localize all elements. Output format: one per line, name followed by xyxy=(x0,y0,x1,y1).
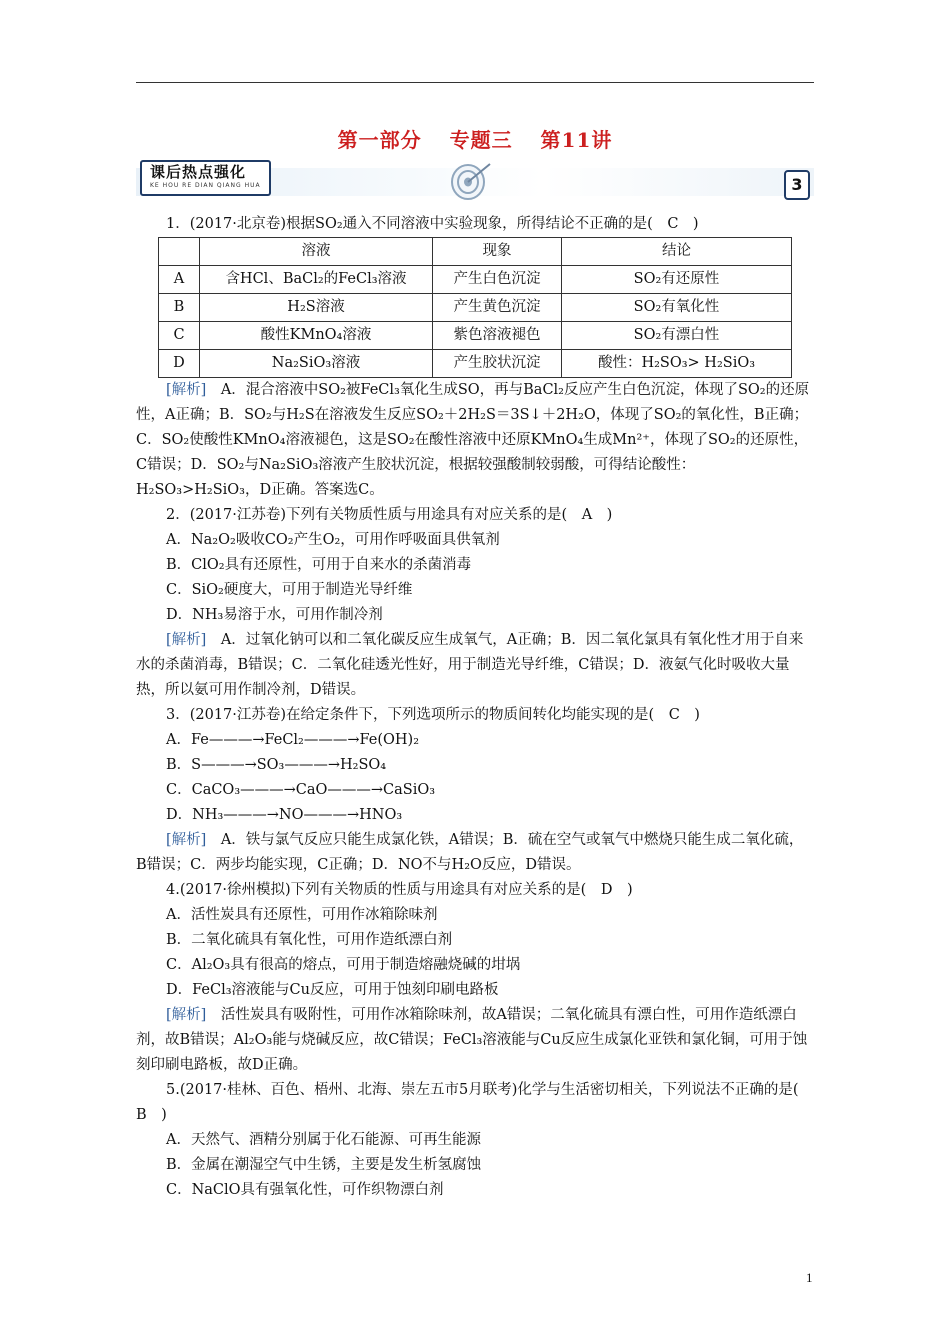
option: B．S———→SO₃———→H₂SO₄ xyxy=(166,757,387,773)
table-header-cell: 结论 xyxy=(562,238,792,266)
option: B．二氧化硫具有氧化性，可用作造纸漂白剂 xyxy=(166,932,453,948)
banner-label: 课后热点强化 xyxy=(150,163,247,181)
table-cell: 酸性：H₂SO₃> H₂SiO₃ xyxy=(562,350,792,378)
table-header-row xyxy=(159,238,792,266)
q1-table xyxy=(158,237,792,378)
table-row xyxy=(159,294,792,322)
banner-badge xyxy=(140,160,271,196)
table-cell: 产生黄色沉淀 xyxy=(433,294,562,322)
section-banner xyxy=(136,158,814,202)
table-cell: SO₂有氧化性 xyxy=(562,294,792,322)
title-part: 专题三 xyxy=(449,128,513,152)
content xyxy=(136,212,814,1203)
option: B．ClO₂具有还原性，可用于自来水的杀菌消毒 xyxy=(166,557,472,573)
table-header-cell xyxy=(159,238,200,266)
option: A．Fe———→FeCl₂———→Fe(OH)₂ xyxy=(166,732,420,748)
option: A．活性炭具有还原性，可用作冰箱除味剂 xyxy=(166,907,438,923)
table-cell: 产生白色沉淀 xyxy=(433,266,562,294)
table-cell: 酸性KMnO₄溶液 xyxy=(200,322,433,350)
option: C．Al₂O₃具有很高的熔点，可用于制造熔融烧碱的坩埚 xyxy=(166,957,521,973)
section-number-badge: 3 xyxy=(784,170,810,200)
analysis-tag: [解析] xyxy=(166,1007,207,1023)
option: D．NH₃易溶于水，可用作制冷剂 xyxy=(166,607,383,623)
table-cell: H₂S溶液 xyxy=(200,294,433,322)
page-title xyxy=(0,124,950,153)
table-row xyxy=(159,350,792,378)
table-row xyxy=(159,266,792,294)
analysis-text: A．铁与氯气反应只能生成氯化铁，A错误；B．硫在空气或氧气中燃烧只能生成二氧化硫，B错误；C．两步均能实现，C正确；D．NO不与H₂O反应，D错误。 xyxy=(136,832,804,873)
analysis-tag: [解析] xyxy=(166,832,207,848)
option: D．NH₃———→NO———→HNO₃ xyxy=(166,807,403,823)
question-4-stem: 4.(2017·徐州模拟)下列有关物质的性质与用途具有对应关系的是( D ) xyxy=(166,882,633,898)
table-row xyxy=(159,322,792,350)
q4-analysis xyxy=(136,1003,814,1078)
table-cell: C xyxy=(159,322,200,350)
option: B．金属在潮湿空气中生锈，主要是发生析氢腐蚀 xyxy=(166,1157,482,1173)
top-rule xyxy=(136,82,814,83)
table-cell: SO₂有漂白性 xyxy=(562,322,792,350)
analysis-text: 活性炭具有吸附性，可用作冰箱除味剂，故A错误；二氧化硫具有漂白性，可用作造纸漂白剂，故B错误；Al₂O₃能与烧碱反应，故C错误；FeCl₃溶液能与Cu反应生成氯化亚铁和氯化铜，可用于蚀刻印刷电路板，故D正确。 xyxy=(136,1007,808,1073)
table-cell: B xyxy=(159,294,200,322)
q1-analysis xyxy=(136,378,814,503)
option: D．FeCl₃溶液能与Cu反应，可用于蚀刻印刷电路板 xyxy=(166,982,499,998)
target-icon xyxy=(446,158,496,202)
table-cell: D xyxy=(159,350,200,378)
option: A．天然气、酒精分别属于化石能源、可再生能源 xyxy=(166,1132,481,1148)
page-number: 1 xyxy=(806,1270,813,1285)
analysis-text: A．混合溶液中SO₂被FeCl₃氧化生成SO，再与BaCl₂反应产生白色沉淀，体现了SO₂的还原性，A正确；B．SO₂与H₂S在溶液发生反应SO₂＋2H₂S＝3S↓＋2H₂O，体现了SO₂的氧化性，B正确；C．SO₂使酸性KMnO₄溶液褪色，这是SO₂在酸性溶液中还原KMnO₄生成Mn²⁺，体现了SO₂的还原性，C错误；D．SO₂与Na₂SiO₃溶液产生胶状沉淀，根据较强酸制较弱酸，可得结论酸性：H₂SO₃>H₂SiO₃，D正确。答案选C。 xyxy=(136,382,810,498)
analysis-tag: [解析] xyxy=(166,382,207,398)
option: C．CaCO₃———→CaO———→CaSiO₃ xyxy=(166,782,436,798)
option: A．Na₂O₂吸收CO₂产生O₂，可用作呼吸面具供氧剂 xyxy=(166,532,500,548)
question-5-stem: 5.(2017·桂林、百色、梧州、北海、崇左五市5月联考)化学与生活密切相关，下列说法不正确的是( B ) xyxy=(136,1082,814,1123)
table-cell: 紫色溶液褪色 xyxy=(433,322,562,350)
q3-analysis xyxy=(136,828,814,878)
option: C．SiO₂硬度大，可用于制造光导纤维 xyxy=(166,582,413,598)
table-cell: 产生胶状沉淀 xyxy=(433,350,562,378)
table-header-cell: 现象 xyxy=(433,238,562,266)
title-part: 第一部分 xyxy=(337,128,422,152)
table-cell: 含HCl、BaCl₂的FeCl₃溶液 xyxy=(200,266,433,294)
option: C．NaClO具有强氧化性，可作织物漂白剂 xyxy=(166,1182,444,1198)
table-cell: A xyxy=(159,266,200,294)
table-header-cell: 溶液 xyxy=(200,238,433,266)
title-part: 第11讲 xyxy=(540,128,613,152)
question-3-stem: 3．(2017·江苏卷)在给定条件下，下列选项所示的物质间转化均能实现的是( C ) xyxy=(166,707,700,723)
question-1-stem: 1．(2017·北京卷)根据SO₂通入不同溶液中实验现象，所得结论不正确的是( C ) xyxy=(166,216,699,232)
q2-analysis xyxy=(136,628,814,703)
analysis-text: A．过氧化钠可以和二氧化碳反应生成氧气，A正确；B．因二氧化氯具有氧化性才用于自来水的杀菌消毒，B错误；C．二氧化硅透光性好，用于制造光导纤维，C错误；D．液氨气化时吸收大量热，所以氨可用作制冷剂，D错误。 xyxy=(136,632,804,698)
question-2-stem: 2．(2017·江苏卷)下列有关物质性质与用途具有对应关系的是( A ) xyxy=(166,507,613,523)
table-cell: SO₂有还原性 xyxy=(562,266,792,294)
table-cell: Na₂SiO₃溶液 xyxy=(200,350,433,378)
analysis-tag: [解析] xyxy=(166,632,207,648)
banner-pinyin: KE HOU RE DIAN QIANG HUA xyxy=(150,182,261,189)
